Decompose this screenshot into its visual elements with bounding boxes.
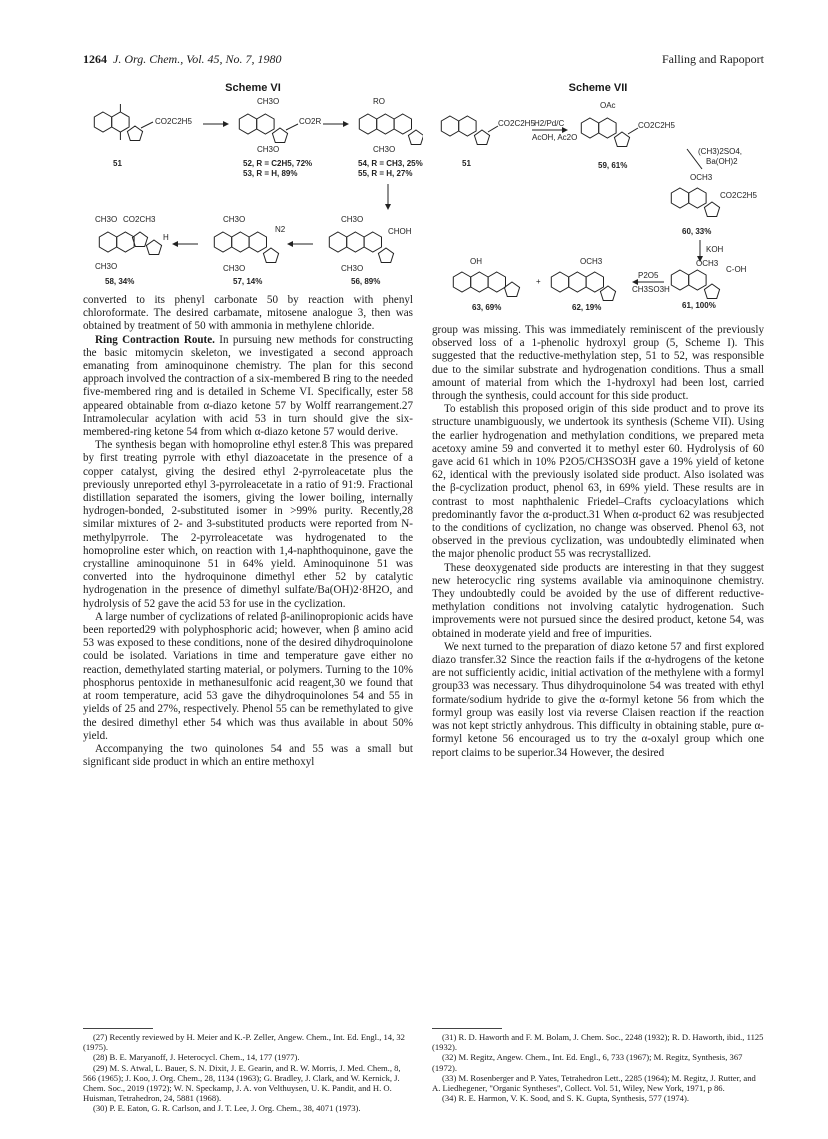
- reagent-cyclization-acid: CH3SO3H: [632, 285, 670, 294]
- left-paragraph-3: The synthesis began with homoproline ethyl ester.8 This was prepared by first treating pyrrole with ethyl diazoacetate in the presence of a copper catalyst, giving the desired ethyl 2-pyrroleacetate plus the previously unreported ethyl 3-pyrroleacetate in a ratio of 91:9. Fractional distillation separated the isomers, giving the lower boiling, internally hydrogen-bonded, 2-substituted isomer in >99% purity. Recently,28 similar mixtures of 2- and 3-substituted products were reported from N-methylpyrrole. The 2-pyrroleacetate was hydrogenated to the homoproline ester which, on reaction with 1,4-naphthoquinone, gave the crystalline aminoquinone 51 in 64% yield. Aminoquinone 51 was converted into the hydroquinone dimethyl ether 52 by catalytic hydrogenation in the presence of dimethyl sulfate/Ba(OH)2·8H2O, and hydrolysis of 52 gave the acid 53 for use in the cyclization.: [83, 439, 413, 610]
- compound-62-structure: [551, 272, 615, 301]
- scheme-vi-54-ro: RO: [373, 97, 385, 106]
- scheme-vii-label-63: 63, 69%: [472, 303, 502, 312]
- footnote-rule-right: [432, 1028, 502, 1029]
- scheme-vii-61-och3: OCH3: [696, 259, 719, 268]
- right-paragraph-1: group was missing. This was immediately reminiscent of the previously observed loss of a 1-phenolic hydroxyl group (5, Scheme I). This suggested that the reductive-methylation step, 51 to 52, was responsible due to the similar substrate and hydrogenation conditions. Thus a small amount of material from which the 1-hydroxyl had been lost, carried through the synthesis, could account for this side product.: [432, 324, 764, 403]
- scheme-vi-57-och3-bottom: CH3O: [223, 264, 246, 273]
- compound-58-structure: [99, 232, 161, 255]
- compound-54-structure: [359, 114, 423, 145]
- scheme-vii-59-substituent: CO2C2H5: [638, 121, 675, 130]
- reagent-methylation-base: Ba(OH)2: [706, 157, 738, 166]
- scheme-vii-label-59: 59, 61%: [598, 161, 628, 170]
- scheme-vi-label-55: 55, R = H, 27%: [358, 169, 413, 178]
- scheme-vi-57-och3: CH3O: [223, 215, 246, 224]
- reagent-hydrogenation-solvent: AcOH, Ac2O: [532, 133, 578, 142]
- compound-63-structure: [453, 272, 519, 297]
- scheme-vii-plus: +: [536, 277, 541, 286]
- scheme-vii-label-62: 62, 19%: [572, 303, 602, 312]
- right-paragraph-3: These deoxygenated side products are interesting in that they suggest new heterocyclic ring systems available via aminoquinone chemistry. They undoubtedly could be avoided by the use of different reductive-methylation conditions not involving catalytic hydrogenation. Such improvements were not pursued since the desired product, ketone 54, was obtained in moderate yield and free of impurities.: [432, 561, 764, 640]
- arrowhead-56-57: [287, 241, 293, 247]
- scheme-vii-51-substituent: CO2C2H5: [498, 119, 535, 128]
- compound-51-structure: [94, 104, 153, 141]
- scheme-vi-58-h: H: [163, 233, 169, 242]
- scheme-vi-58-och3: CH3O: [95, 215, 118, 224]
- left-paragraph-5: Accompanying the two quinolones 54 and 55 was a small but significant side product in which an entire methoxyl: [83, 742, 413, 769]
- page-number: 1264: [83, 52, 107, 66]
- reference-34: (34) R. E. Harmon, V. K. Sood, and S. K. Gupta, Synthesis, 577 (1974).: [442, 1093, 689, 1104]
- scheme-vi-52-och3-bottom: CH3O: [257, 145, 280, 154]
- reagent-hydrolysis: KOH: [706, 245, 724, 254]
- arrowhead-57-58: [172, 241, 178, 247]
- scheme-vii-59-oac: OAc: [600, 101, 616, 110]
- running-head-left: [83, 52, 282, 67]
- journal-citation: J. Org. Chem., Vol. 45, No. 7, 1980: [113, 52, 282, 66]
- section-heading-ring-contraction: Ring Contraction Route.: [95, 333, 215, 346]
- scheme-vii-60-substituent: CO2C2H5: [720, 191, 757, 200]
- compound-57-structure: [214, 232, 278, 263]
- reference-29: (29) M. S. Atwal, L. Bauer, S. N. Dixit, J. E. Gearin, and R. W. Morris, J. Med. Chem., 8, 566 (1965); J. Koo, J. Org. Chem., 28, 1134 (1963); G. Bradley, J. Clark, and W. Kernick, J. Chem. Soc., 2019 (1972); W. N. Speckamp, J. A. von Velthuysen, U. K. Pandit, and H. O. Huisman, Tetrahedron, 24, 5881 (1968).: [83, 1062, 401, 1104]
- compound-59-structure: [581, 118, 638, 147]
- scheme-vi-label-57: 57, 14%: [233, 277, 263, 286]
- scheme-vii-label-60: 60, 33%: [682, 227, 712, 236]
- scheme-vi-58-och3-bottom: CH3O: [95, 262, 118, 271]
- right-paragraph-4: We next turned to the preparation of diazo ketone 57 and first explored diazo transfer.32 Since the reaction fails if the α-hydrogens of the ketone are not sufficiently acidic, initial activation of the methylene with a formyl group33 was necessary. Thus dihydroquinolone 54 was treated with ethyl formate/sodium hydride to give the α-formyl ketone 56 from which the formyl group was easily lost via reverse Claisen reaction if the reaction was not kept strictly anhydrous. This difficulty in obtaining stable, pure α-formyl ketone 56 encouraged us to try the α-oxalyl group which one report claims to be superior.34 However, the desired: [432, 640, 764, 759]
- right-paragraph-2: To establish this proposed origin of this side product and to prove its structure unambiguously, we undertook its synthesis (Scheme VII). Using the earlier hydrogenation and methylation conditions, we prepared meta acetoxy amine 59 and converted it to methyl ester 60. Hydrolysis of 60 gave acid 61 which in 10% P2O5/CH3SO3H gave a 19% yield of ketone 62, identical with the previously isolated side product. Also isolated was the β-cyclization product, phenol 63, in 69% yield. These results are in contrast to most naphthalenic Friedel–Crafts cycloacylations which predominantly favor the α-product.31 When α-product 62 was resubjected to the conditions of cyclization, no change was observed. Phenol 63, not observed in the previous cyclization, was undoubtedly eliminated when the major phenolic product 55 was recrystallized.: [432, 403, 764, 561]
- scheme-vii-63-oh: OH: [470, 257, 482, 266]
- reference-31: (31) R. D. Haworth and F. M. Bolam, J. Chem. Soc., 2248 (1932); R. D. Haworth, ibid., 1125 (1932).: [432, 1032, 764, 1053]
- left-paragraph-2-body: In pursuing new methods for constructing the basic mitomycin skeleton, we investigated a second approach emanating from aminoquinone chemistry. The plan for this second approach involved the contraction of a six-membered B ring to the needed five-membered ring and is detailed in Scheme VI. Specifically, ester 58 appeared obtainable from α-diazo ketone 57 by Wolff rearrangement.27 Intramolecular acylation with acid 53 in turn should give the six-membered-ring ketone 54 from which α-diazo ketone 57 would derive.: [83, 333, 413, 439]
- scheme-vi-label-58: 58, 34%: [105, 277, 135, 286]
- page-header: [83, 52, 764, 70]
- scheme-vii-label-61: 61, 100%: [682, 301, 716, 310]
- references-left: [83, 1032, 413, 1114]
- arrowhead-53-54: [343, 121, 349, 127]
- arrowhead-51-52: [223, 121, 229, 127]
- left-paragraph-2: [83, 334, 413, 440]
- right-column-text: [432, 324, 764, 760]
- left-paragraph-1: converted to its phenyl carbonate 50 by reaction with phenyl chloroformate. The desired carbamate, mitosene analogue 3, then was obtained by treatment of 50 with ammonia in methylene chloride.: [83, 294, 413, 333]
- left-column-text: [83, 294, 413, 769]
- reference-27: (27) Recently reviewed by H. Meier and K.-P. Zeller, Angew. Chem., Int. Ed. Engl., 14, 32 (1975).: [83, 1032, 405, 1053]
- reference-28: (28) B. E. Maryanoff, J. Heterocycl. Chem., 14, 177 (1977).: [93, 1052, 300, 1063]
- left-paragraph-4: A large number of cyclizations of related β-anilinopropionic acids have been reported29 with polyphosphoric acid; however, when β amino acid 53 was exposed to these conditions, none of the desired dihydroquinolone could be isolated. Variations in time and temperature gave either no reaction, demethylated starting material, or polymers. Turning to the 10% phosphorus pentoxide in methanesulfonic acid reagent,30 we found that at room temperature, acid 53 gave the dihydroquinolones 54 and 55 in yields of 25 and 27%, respectively. Phenol 55 can be remethylated to give the desired dimethyl ether 54 which was thus available in about 50% yield.: [83, 610, 413, 742]
- scheme-vii-61-cooh: C-OH: [726, 265, 747, 274]
- scheme-vi-label-51: 51: [113, 159, 122, 168]
- scheme-vi: [83, 82, 423, 290]
- scheme-vii-62-och3: OCH3: [580, 257, 603, 266]
- scheme-vi-57-n2: N2: [275, 225, 286, 234]
- scheme-vii: [432, 82, 764, 314]
- running-head-authors: Falling and Rapoport: [662, 52, 764, 66]
- compound-56-structure: [329, 232, 393, 263]
- reference-32: (32) M. Regitz, Angew. Chem., Int. Ed. Engl., 6, 733 (1967); M. Regitz, Synthesis, 367 (1972).: [432, 1052, 743, 1073]
- scheme-vii-60-och3: OCH3: [690, 173, 713, 182]
- scheme-vi-54-och3: CH3O: [373, 145, 396, 154]
- scheme-vii-drawing: [432, 94, 764, 312]
- scheme-vi-51-substituent: CO2C2H5: [155, 117, 192, 126]
- reagent-cyclization: P2O5: [638, 271, 659, 280]
- references-right: [432, 1032, 764, 1103]
- scheme-vi-title: Scheme VI: [225, 82, 281, 94]
- reagent-methylation: (CH3)2SO4,: [698, 147, 743, 156]
- compound-51-vii-structure: [441, 116, 498, 145]
- scheme-vii-title: Scheme VII: [568, 82, 628, 94]
- scheme-vi-56-och3: CH3O: [341, 215, 364, 224]
- compound-60-structure: [671, 188, 719, 217]
- reagent-hydrogenation: H2/Pd/C: [534, 119, 565, 128]
- reference-30: (30) P. E. Eaton, G. R. Carlson, and J. T. Lee, J. Org. Chem., 38, 4071 (1973).: [93, 1103, 361, 1114]
- reference-33: (33) M. Rosenberger and P. Yates, Tetrahedron Lett., 2285 (1964); M. Regitz, J. Rutter, and A. Liedhegener, "Organic Syntheses", Collect. Vol. 51, Wiley, New York, 1971, p 86.: [432, 1072, 756, 1094]
- compound-61-structure: [671, 270, 719, 299]
- scheme-vi-56-och3-bottom: CH3O: [341, 264, 364, 273]
- scheme-vi-label-54: 54, R = CH3, 25%: [358, 159, 423, 168]
- scheme-vi-52-och3-top: CH3O: [257, 97, 280, 106]
- scheme-vi-56-choh: CHOH: [388, 227, 412, 236]
- scheme-vi-drawing: [83, 94, 423, 289]
- arrowhead-54-56: [385, 204, 391, 210]
- scheme-vii-label-51: 51: [462, 159, 471, 168]
- scheme-vi-label-56: 56, 89%: [351, 277, 381, 286]
- footnote-rule-left: [83, 1028, 153, 1029]
- scheme-vi-label-53: 53, R = H, 89%: [243, 169, 298, 178]
- compound-52-structure: [239, 114, 298, 143]
- scheme-vi-52-substituent: CO2R: [299, 117, 322, 126]
- scheme-vi-58-co2ch3: CO2CH3: [123, 215, 156, 224]
- scheme-vi-label-52: 52, R = C2H5, 72%: [243, 159, 313, 168]
